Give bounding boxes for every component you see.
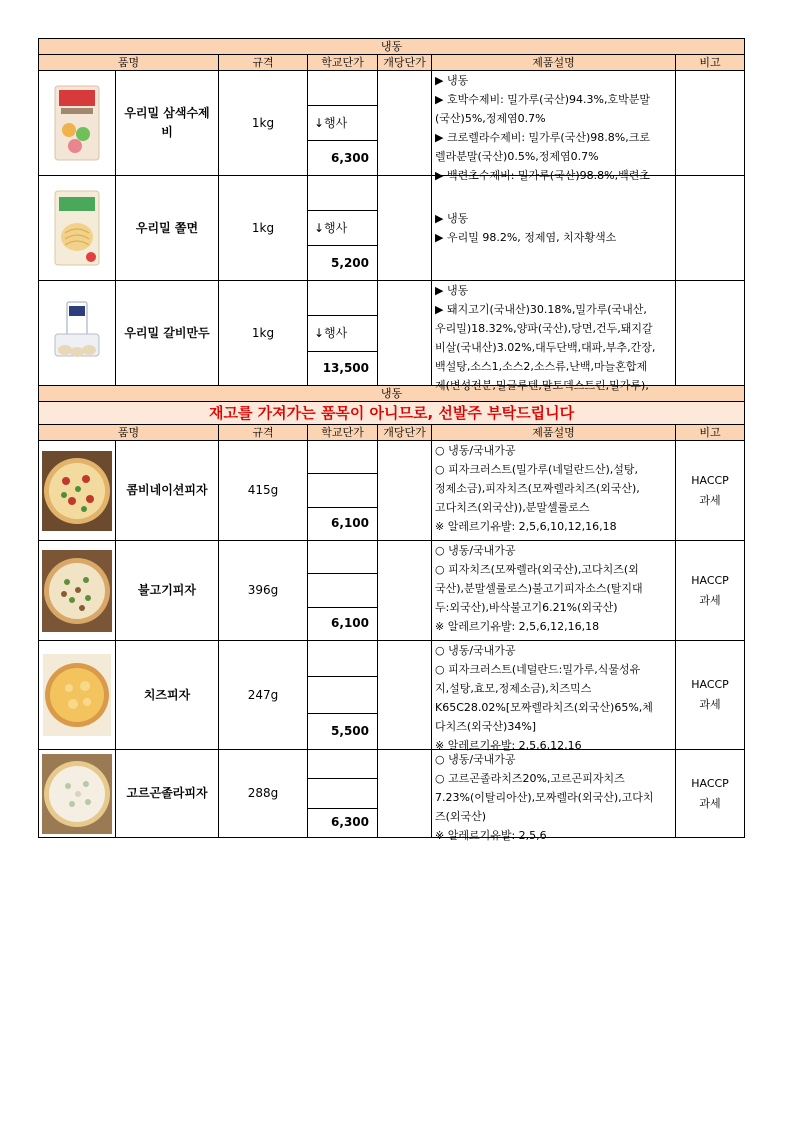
header-name: 품명 xyxy=(39,425,219,441)
header-spec: 규격 xyxy=(219,425,308,441)
desc-line: 고다치즈(외국산)),분말셀룰로스 xyxy=(435,501,590,514)
table-row xyxy=(39,641,745,677)
product-image-combination-pizza xyxy=(39,441,116,541)
unit-price-cell xyxy=(378,541,432,641)
desc-line: 지,설탕,효모,정제소금),치즈믹스 xyxy=(435,682,592,695)
desc-line: 백설탕,소스1,소스2,소스류,난백,마늘혼합제 xyxy=(435,360,648,373)
school-price: 6,100 xyxy=(308,507,378,540)
desc-line: ○ 냉동/국내가공 xyxy=(435,753,516,766)
product-spec: 288g xyxy=(219,750,308,838)
bulgogi-pizza-image xyxy=(42,550,112,632)
product-image-bulgogi-pizza xyxy=(39,541,116,641)
note-cell xyxy=(676,71,745,176)
desc-line: (국산)5%,정제염0.7% xyxy=(435,112,546,125)
event-label: ↓행사 xyxy=(308,211,378,246)
product-name: 우리밀 쫄면 xyxy=(116,176,219,281)
header-description: 제품설명 xyxy=(432,55,676,71)
header-description: 제품설명 xyxy=(432,425,676,441)
table-row xyxy=(39,541,745,574)
unit-price-cell xyxy=(378,71,432,176)
product-spec: 247g xyxy=(219,641,308,750)
gorgonzola-pizza-image xyxy=(42,754,112,834)
note-cell xyxy=(676,176,745,281)
unit-price-cell xyxy=(378,441,432,541)
desc-line: 우리밀)18.32%,양파(국산),당면,건두,돼지갈 xyxy=(435,322,653,335)
haccp-label: HACCP xyxy=(691,573,729,587)
desc-line: 두:외국산),바삭불고기6.21%(외국산) xyxy=(435,601,618,614)
sujebi-package-image xyxy=(53,84,101,162)
desc-line: ▶ 냉동 xyxy=(435,212,469,225)
school-price: 6,100 xyxy=(308,607,378,640)
product-spec: 396g xyxy=(219,541,308,641)
event-label: ↓행사 xyxy=(308,316,378,351)
unit-price-cell xyxy=(378,281,432,386)
cheese-pizza-image xyxy=(43,654,111,736)
mandu-package-image xyxy=(51,298,103,368)
school-price-blank xyxy=(308,441,378,474)
desc-line: 7.23%(이탈리아산),모짜렐라(외국산),고다치 xyxy=(435,791,654,804)
note-cell xyxy=(676,281,745,386)
header-school-price: 학교단가 xyxy=(308,425,378,441)
note-cell xyxy=(676,541,745,641)
header-spec: 규격 xyxy=(219,55,308,71)
product-name: 고르곤졸라피자 xyxy=(116,750,219,838)
table-row xyxy=(39,750,745,779)
desc-line: ▶ 백련초수제비: 밀가루(국산)98.8%,백련초 xyxy=(435,169,650,182)
product-description xyxy=(432,71,676,182)
tax-label: 과세 xyxy=(699,698,721,711)
desc-line: ※ 알레르기유발: 2,5,6,10,12,16,18 xyxy=(435,520,617,533)
product-table xyxy=(38,38,745,842)
desc-line: K65C28.02%[모짜렐라치즈(외국산)65%,체 xyxy=(435,701,653,714)
header-school-price: 학교단가 xyxy=(308,55,378,71)
school-price-blank xyxy=(308,541,378,574)
combination-pizza-image xyxy=(42,451,112,531)
desc-line: ※ 알레르기유발: 2,5,6,12,16,18 xyxy=(435,620,600,633)
product-spec: 1kg xyxy=(219,71,308,176)
school-price-blank xyxy=(308,750,378,779)
section2-banner: 냉동 xyxy=(39,386,745,402)
section1-header-row xyxy=(39,55,745,71)
desc-line: ▶ 우리밀 98.2%, 정제염, 치자황색소 xyxy=(435,231,617,244)
product-name: 치즈피자 xyxy=(116,641,219,750)
desc-line: ○ 피자크러스트(밀가루(네덜란드산),설탕, xyxy=(435,463,638,476)
desc-line: ○ 냉동/국내가공 xyxy=(435,544,516,557)
product-name: 콤비네이션피자 xyxy=(116,441,219,541)
product-image-sujebi xyxy=(39,71,116,176)
product-spec: 1kg xyxy=(219,176,308,281)
section1-banner-row xyxy=(39,39,745,55)
unit-price-cell xyxy=(378,641,432,750)
product-description xyxy=(432,281,676,392)
header-note: 비고 xyxy=(676,425,745,441)
product-image-mandu xyxy=(39,281,116,386)
product-description xyxy=(432,641,676,750)
note-cell xyxy=(676,441,745,541)
school-price-blank xyxy=(308,779,378,808)
haccp-label: HACCP xyxy=(691,473,729,487)
price-sheet xyxy=(38,38,744,842)
header-name: 품명 xyxy=(39,55,219,71)
school-price-blank xyxy=(308,677,378,713)
desc-line: 즈(외국산) xyxy=(435,810,487,823)
table-row xyxy=(39,441,745,474)
jjolmyeon-package-image xyxy=(53,189,101,267)
desc-line: 국산),분말셀룰로스)불고기피자소스(탈지대 xyxy=(435,582,643,595)
event-label: ↓행사 xyxy=(308,106,378,141)
desc-line: 렐라분말(국산)0.5%,정제염0.7% xyxy=(435,150,599,163)
desc-line: ▶ 크로렐라수제비: 밀가루(국산)98.8%,크로 xyxy=(435,131,650,144)
header-unit-price: 개당단가 xyxy=(378,425,432,441)
desc-line: ○ 냉동/국내가공 xyxy=(435,644,516,657)
product-name: 불고기피자 xyxy=(116,541,219,641)
product-description xyxy=(432,750,676,842)
tax-label: 과세 xyxy=(699,493,721,507)
school-price-blank xyxy=(308,281,378,316)
note-cell xyxy=(676,750,745,838)
product-image-cheese-pizza xyxy=(39,641,116,750)
desc-line: 정제소금),피자치즈(모짜렐라치즈(외국산), xyxy=(435,482,640,495)
desc-line: ○ 냉동/국내가공 xyxy=(435,444,516,457)
product-image-jjolmyeon xyxy=(39,176,116,281)
school-price-blank xyxy=(308,474,378,507)
desc-line: 다치즈(외국산)34%] xyxy=(435,720,537,733)
unit-price-cell xyxy=(378,750,432,838)
desc-line: ○ 고르곤졸라치즈20%,고르곤피자치즈 xyxy=(435,772,625,785)
desc-line: ▶ 냉동 xyxy=(435,284,469,297)
product-name: 우리밀 갈비만두 xyxy=(116,281,219,386)
desc-line: ▶ 호박수제비: 밀가루(국산)94.3%,호박분말 xyxy=(435,93,650,106)
section1-banner: 냉동 xyxy=(39,39,745,55)
section2-header-row xyxy=(39,425,745,441)
note-cell xyxy=(676,641,745,750)
tax-label: 과세 xyxy=(699,796,721,810)
product-spec: 1kg xyxy=(219,281,308,386)
desc-line: ▶ 냉동 xyxy=(435,74,469,87)
school-price-blank xyxy=(308,71,378,106)
header-unit-price: 개당단가 xyxy=(378,55,432,71)
desc-line: 제(변성전분,밀글루텐,말토덱스트린,밀가루), xyxy=(435,379,649,392)
table-row xyxy=(39,71,745,106)
product-image-gorgonzola-pizza xyxy=(39,750,116,838)
unit-price-cell xyxy=(378,176,432,281)
school-price: 6,300 xyxy=(308,141,378,176)
product-name: 우리밀 삼색수제비 xyxy=(116,71,219,176)
school-price-blank xyxy=(308,641,378,677)
header-note: 비고 xyxy=(676,55,745,71)
preorder-notice: 재고를 가져가는 품목이 아니므로, 선발주 부탁드립니다 xyxy=(39,402,745,425)
product-description xyxy=(432,541,676,641)
desc-line: ※ 알레르기유발: 2,5,6 xyxy=(435,829,547,842)
table-row xyxy=(39,281,745,316)
notice-row xyxy=(39,402,745,425)
desc-line: 비살(국내산)3.02%,대두단백,대파,부추,간장, xyxy=(435,341,656,354)
school-price: 13,500 xyxy=(308,351,378,385)
school-price: 5,500 xyxy=(308,713,378,749)
product-spec: 415g xyxy=(219,441,308,541)
school-price: 5,200 xyxy=(308,246,378,281)
haccp-label: HACCP xyxy=(691,776,729,790)
desc-line: ▶ 돼지고기(국내산)30.18%,밀가루(국내산, xyxy=(435,303,647,316)
school-price-blank xyxy=(308,574,378,607)
school-price: 6,300 xyxy=(308,808,378,837)
haccp-label: HACCP xyxy=(691,678,729,691)
tax-label: 과세 xyxy=(699,593,721,607)
desc-line: ※ 알레르기유발: 2,5,6,12,16 xyxy=(435,739,582,752)
product-description xyxy=(432,441,676,541)
desc-line: ○ 피자치즈(모짜렐라(외국산),고다치즈(외 xyxy=(435,563,639,576)
school-price-blank xyxy=(308,176,378,211)
desc-line: ○ 피자크러스트(네덜란드:밀가루,식물성유 xyxy=(435,663,641,676)
product-description xyxy=(432,176,676,281)
